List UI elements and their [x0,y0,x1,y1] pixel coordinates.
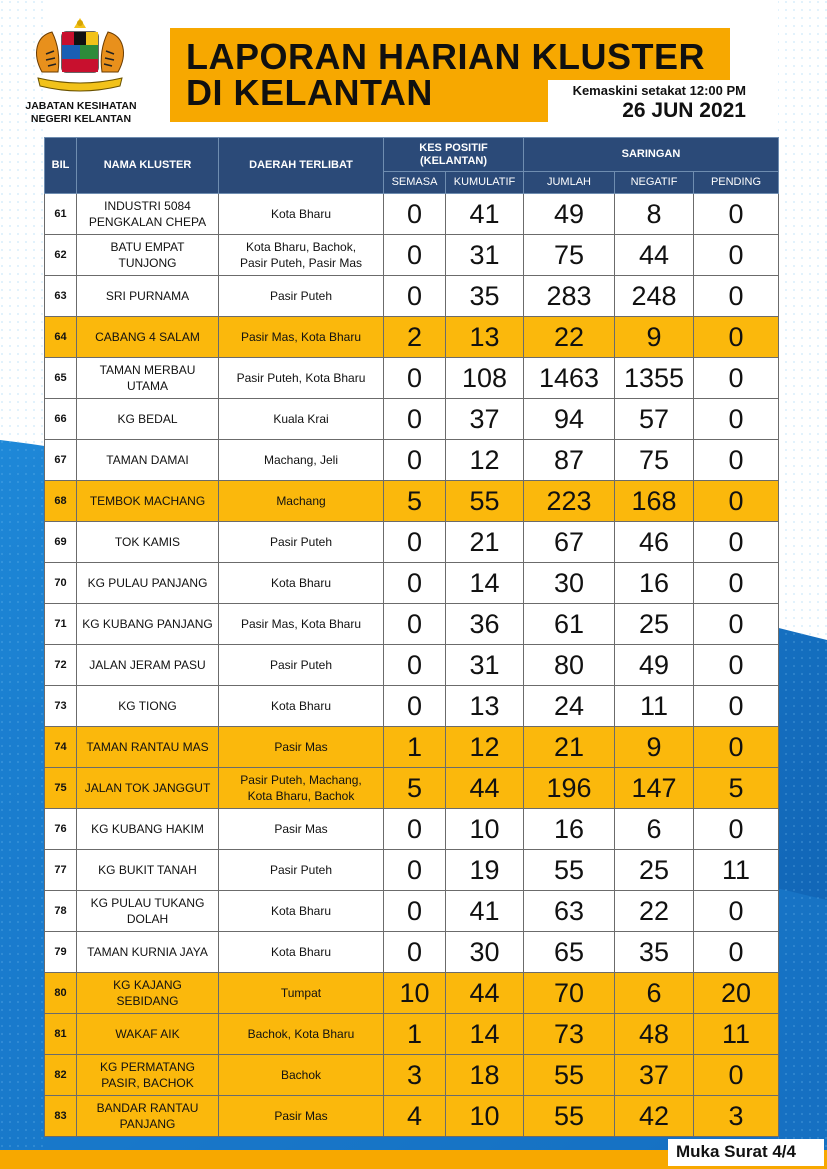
table-row [45,686,779,727]
cell-pending: 20 [694,973,779,1014]
cell-jumlah: 16 [524,809,615,850]
header-kes-positif [384,138,524,172]
cell-negatif: 168 [615,481,694,522]
cell-daerah-terlibat-line: Kota Bharu, Bachok [247,789,355,803]
table-row [45,1014,779,1055]
cell-bil: 67 [45,440,77,481]
cell-negatif: 16 [615,563,694,604]
cell-nama-kluster [77,1096,219,1137]
cell-kumulatif: 13 [446,317,524,358]
cell-kumulatif: 14 [446,563,524,604]
cell-semasa: 0 [384,645,446,686]
cell-kumulatif: 10 [446,809,524,850]
table-row [45,317,779,358]
cell-bil: 76 [45,809,77,850]
cell-nama-kluster-line: KG TIONG [118,699,177,713]
cell-daerah-terlibat [219,604,384,645]
cell-nama-kluster-line: KG KUBANG PANJANG [82,617,213,631]
cell-bil: 69 [45,522,77,563]
cell-semasa: 0 [384,604,446,645]
cell-negatif: 42 [615,1096,694,1137]
header-pending: PENDING [694,172,779,194]
cell-nama-kluster-line: SEBIDANG [116,994,179,1008]
cell-kumulatif: 35 [446,276,524,317]
cell-pending: 0 [694,563,779,604]
header-bil: BIL [45,138,77,194]
cell-bil: 72 [45,645,77,686]
cell-daerah-terlibat-line: Pasir Puteh [269,658,333,672]
header-kes-positif-line-1: KES POSITIF [419,141,488,154]
cell-negatif: 6 [615,809,694,850]
cell-semasa: 2 [384,317,446,358]
cell-daerah-terlibat [219,645,384,686]
cell-nama-kluster-line: WAKAF AIK [115,1027,180,1041]
cell-daerah-terlibat [219,481,384,522]
cell-nama-kluster [77,276,219,317]
cell-pending: 0 [694,399,779,440]
cell-jumlah: 1463 [524,358,615,399]
table-row [45,563,779,604]
cell-nama-kluster [77,809,219,850]
cell-jumlah: 49 [524,194,615,235]
cell-jumlah: 30 [524,563,615,604]
cell-nama-kluster-line: JALAN TOK JANGGUT [84,781,211,795]
cell-kumulatif: 41 [446,891,524,932]
cell-negatif: 49 [615,645,694,686]
cell-semasa: 0 [384,809,446,850]
cell-jumlah: 87 [524,440,615,481]
cell-kumulatif: 14 [446,1014,524,1055]
cell-semasa: 1 [384,1014,446,1055]
table-row [45,358,779,399]
cell-daerah-terlibat [219,522,384,563]
cell-nama-kluster-line: TAMAN KURNIA JAYA [87,945,208,959]
header-nama-kluster: NAMA KLUSTER [77,138,219,194]
cell-pending: 0 [694,194,779,235]
cell-pending: 5 [694,768,779,809]
table-row [45,809,779,850]
cell-kumulatif: 10 [446,1096,524,1137]
cell-jumlah: 21 [524,727,615,768]
cell-negatif: 147 [615,768,694,809]
table-row [45,440,779,481]
cell-negatif: 248 [615,276,694,317]
cell-nama-kluster-line: CABANG 4 SALAM [95,330,200,344]
cell-pending: 0 [694,358,779,399]
cell-bil: 62 [45,235,77,276]
cell-nama-kluster [77,768,219,809]
cell-jumlah: 80 [524,645,615,686]
cell-nama-kluster [77,1014,219,1055]
cell-daerah-terlibat-line: Machang [276,494,326,508]
coat-of-arms-logo [22,14,138,100]
cell-pending: 0 [694,727,779,768]
department-line-1: JABATAN KESIHATAN [25,100,137,112]
cell-daerah-terlibat-line: Pasir Puteh, Kota Bharu [236,371,366,385]
cell-nama-kluster [77,317,219,358]
cell-negatif: 48 [615,1014,694,1055]
cell-bil: 61 [45,194,77,235]
cell-daerah-terlibat-line: Pasir Puteh [269,289,333,303]
cell-daerah-terlibat-line: Pasir Puteh, Pasir Mas [239,256,363,270]
cell-nama-kluster-line: KG BUKIT TANAH [98,863,197,877]
cell-pending: 0 [694,481,779,522]
cell-semasa: 0 [384,563,446,604]
cell-nama-kluster-line: PENGKALAN CHEPA [88,215,207,229]
cell-negatif: 22 [615,891,694,932]
cell-nama-kluster-line: UTAMA [126,379,169,393]
report-title-line-1: LAPORAN HARIAN KLUSTER [186,36,705,77]
cell-daerah-terlibat [219,276,384,317]
cell-negatif: 46 [615,522,694,563]
report-title-line-2: DI KELANTAN [186,72,433,113]
cell-negatif: 8 [615,194,694,235]
cell-nama-kluster-line: KG KUBANG HAKIM [91,822,204,836]
table-row [45,768,779,809]
cell-daerah-terlibat-line: Pasir Mas, Kota Bharu [240,617,362,631]
cell-daerah-terlibat [219,973,384,1014]
cell-nama-kluster-line: INDUSTRI 5084 [104,199,191,213]
cell-nama-kluster-line: TAMAN MERBAU [99,363,196,377]
cell-bil: 75 [45,768,77,809]
header-daerah-terlibat: DAERAH TERLIBAT [219,138,384,194]
cell-pending: 0 [694,440,779,481]
cell-bil: 82 [45,1055,77,1096]
cell-nama-kluster [77,932,219,973]
cell-daerah-terlibat-line: Pasir Puteh [269,535,333,549]
table-row [45,1055,779,1096]
cell-daerah-terlibat-line: Bachok, Kota Bharu [247,1027,355,1041]
updated-label: Kemaskini setakat 12:00 PM [572,83,746,98]
cell-kumulatif: 31 [446,235,524,276]
cell-nama-kluster [77,1055,219,1096]
table-row [45,891,779,932]
cell-nama-kluster [77,604,219,645]
cell-nama-kluster [77,194,219,235]
cell-daerah-terlibat-line: Kota Bharu [270,945,332,959]
cell-semasa: 3 [384,1055,446,1096]
cell-nama-kluster [77,727,219,768]
cell-bil: 63 [45,276,77,317]
table-row [45,276,779,317]
table-row [45,973,779,1014]
cell-nama-kluster [77,686,219,727]
cell-jumlah: 61 [524,604,615,645]
cell-negatif: 75 [615,440,694,481]
cell-bil: 74 [45,727,77,768]
table-row [45,194,779,235]
cell-jumlah: 55 [524,1096,615,1137]
header-saringan: SARINGAN [524,138,779,172]
cell-nama-kluster-line: PASIR, BACHOK [101,1076,194,1090]
cell-negatif: 57 [615,399,694,440]
department-line-2: NEGERI KELANTAN [30,113,132,125]
cell-kumulatif: 41 [446,194,524,235]
cell-semasa: 0 [384,891,446,932]
header-negatif: NEGATIF [615,172,694,194]
cell-pending: 0 [694,235,779,276]
table-row [45,850,779,891]
cell-daerah-terlibat [219,1055,384,1096]
cell-kumulatif: 12 [446,727,524,768]
table-row [45,481,779,522]
cell-nama-kluster-line: JALAN JERAM PASU [89,658,206,672]
cell-kumulatif: 31 [446,645,524,686]
cell-daerah-terlibat-line: Kota Bharu [270,904,332,918]
cell-kumulatif: 18 [446,1055,524,1096]
cell-semasa: 10 [384,973,446,1014]
cell-bil: 70 [45,563,77,604]
cell-nama-kluster-line: BATU EMPAT [110,240,185,254]
cell-nama-kluster [77,850,219,891]
cell-semasa: 0 [384,686,446,727]
cell-negatif: 9 [615,727,694,768]
cell-semasa: 0 [384,399,446,440]
cell-kumulatif: 55 [446,481,524,522]
cell-nama-kluster [77,563,219,604]
cell-negatif: 44 [615,235,694,276]
cell-jumlah: 73 [524,1014,615,1055]
cell-pending: 0 [694,932,779,973]
cell-nama-kluster [77,522,219,563]
table-row [45,645,779,686]
cell-pending: 0 [694,809,779,850]
cell-daerah-terlibat [219,932,384,973]
cell-jumlah: 22 [524,317,615,358]
cell-daerah-terlibat [219,1014,384,1055]
cell-daerah-terlibat-line: Pasir Mas [274,740,328,754]
cell-nama-kluster [77,440,219,481]
cell-jumlah: 55 [524,1055,615,1096]
table-row [45,399,779,440]
cell-bil: 80 [45,973,77,1014]
cell-nama-kluster-line: KG BEDAL [117,412,178,426]
cell-nama-kluster-line: TUNJONG [118,256,177,270]
cluster-table [44,137,779,1137]
cell-daerah-terlibat-line: Pasir Mas [274,1109,328,1123]
table-row [45,235,779,276]
cell-daerah-terlibat [219,768,384,809]
cell-pending: 3 [694,1096,779,1137]
cell-daerah-terlibat-line: Pasir Mas, Kota Bharu [240,330,362,344]
cell-kumulatif: 44 [446,768,524,809]
header-kumulatif: KUMULATIF [446,172,524,194]
department-name [8,100,154,126]
cell-pending: 0 [694,891,779,932]
cell-semasa: 0 [384,440,446,481]
cell-daerah-terlibat [219,891,384,932]
page-number: Muka Surat 4/4 [676,1142,796,1161]
cell-bil: 79 [45,932,77,973]
cell-jumlah: 223 [524,481,615,522]
cell-daerah-terlibat-line: Kota Bharu [270,207,332,221]
cell-semasa: 0 [384,522,446,563]
cell-nama-kluster-line: TAMAN DAMAI [106,453,189,467]
cell-jumlah: 70 [524,973,615,1014]
cell-nama-kluster [77,891,219,932]
cell-nama-kluster-line: TAMAN RANTAU MAS [86,740,209,754]
cell-negatif: 9 [615,317,694,358]
cell-daerah-terlibat-line: Pasir Mas [274,822,328,836]
cell-semasa: 0 [384,235,446,276]
cell-semasa: 0 [384,932,446,973]
cell-daerah-terlibat [219,1096,384,1137]
cell-jumlah: 94 [524,399,615,440]
cell-daerah-terlibat [219,850,384,891]
cell-pending: 0 [694,686,779,727]
cell-jumlah: 24 [524,686,615,727]
cell-jumlah: 63 [524,891,615,932]
cell-semasa: 5 [384,768,446,809]
cell-daerah-terlibat-line: Kuala Krai [273,412,329,426]
header-semasa: SEMASA [384,172,446,194]
cell-semasa: 0 [384,276,446,317]
cell-daerah-terlibat [219,358,384,399]
cell-bil: 77 [45,850,77,891]
cell-bil: 65 [45,358,77,399]
cell-kumulatif: 36 [446,604,524,645]
cell-kumulatif: 108 [446,358,524,399]
cell-nama-kluster [77,645,219,686]
cell-daerah-terlibat-line: Kota Bharu [270,699,332,713]
cell-bil: 64 [45,317,77,358]
cell-nama-kluster-line: SRI PURNAMA [105,289,190,303]
cell-daerah-terlibat-line: Bachok [280,1068,322,1082]
cell-jumlah: 196 [524,768,615,809]
cell-daerah-terlibat [219,727,384,768]
cell-negatif: 6 [615,973,694,1014]
cell-nama-kluster [77,358,219,399]
cell-kumulatif: 12 [446,440,524,481]
cell-kumulatif: 19 [446,850,524,891]
update-date-box [548,80,754,126]
cell-negatif: 35 [615,932,694,973]
cell-negatif: 25 [615,604,694,645]
cell-semasa: 0 [384,850,446,891]
cell-daerah-terlibat [219,809,384,850]
cell-negatif: 25 [615,850,694,891]
cell-nama-kluster-line: DOLAH [126,912,169,926]
cell-jumlah: 65 [524,932,615,973]
cell-negatif: 37 [615,1055,694,1096]
cell-pending: 0 [694,522,779,563]
page-number-box [668,1139,824,1166]
cell-daerah-terlibat-line: Tumpat [280,986,322,1000]
cell-nama-kluster [77,235,219,276]
cell-pending: 0 [694,645,779,686]
cell-jumlah: 283 [524,276,615,317]
cell-pending: 11 [694,1014,779,1055]
cell-bil: 73 [45,686,77,727]
cell-daerah-terlibat [219,235,384,276]
cell-nama-kluster-line: KG KAJANG [113,978,182,992]
table-row [45,522,779,563]
cell-daerah-terlibat [219,686,384,727]
cell-jumlah: 67 [524,522,615,563]
report-date: 26 JUN 2021 [622,99,746,122]
cell-pending: 0 [694,604,779,645]
cell-pending: 0 [694,276,779,317]
cell-nama-kluster-line: BANDAR RANTAU [96,1101,199,1115]
cell-semasa: 4 [384,1096,446,1137]
cell-kumulatif: 44 [446,973,524,1014]
cell-negatif: 11 [615,686,694,727]
cell-nama-kluster-line: PANJANG [119,1117,176,1131]
cell-nama-kluster-line: TEMBOK MACHANG [89,494,206,508]
cell-pending: 11 [694,850,779,891]
table-row [45,727,779,768]
cell-bil: 71 [45,604,77,645]
cell-bil: 66 [45,399,77,440]
cell-semasa: 5 [384,481,446,522]
table-row [45,932,779,973]
cell-daerah-terlibat-line: Kota Bharu, Bachok, [245,240,357,254]
table-row [45,604,779,645]
cell-daerah-terlibat [219,317,384,358]
cell-daerah-terlibat-line: Kota Bharu [270,576,332,590]
cell-nama-kluster [77,973,219,1014]
table-row [45,1096,779,1137]
cell-bil: 83 [45,1096,77,1137]
cell-daerah-terlibat-line: Pasir Puteh, Machang, [240,773,362,787]
cell-kumulatif: 13 [446,686,524,727]
cell-semasa: 1 [384,727,446,768]
cell-daerah-terlibat [219,440,384,481]
cell-daerah-terlibat [219,399,384,440]
cell-kumulatif: 21 [446,522,524,563]
cell-nama-kluster-line: KG PULAU PANJANG [87,576,208,590]
cell-daerah-terlibat [219,563,384,604]
cell-daerah-terlibat-line: Machang, Jeli [263,453,339,467]
cell-semasa: 0 [384,358,446,399]
cell-bil: 81 [45,1014,77,1055]
cell-negatif: 1355 [615,358,694,399]
cell-jumlah: 75 [524,235,615,276]
cell-nama-kluster [77,399,219,440]
cell-kumulatif: 30 [446,932,524,973]
cell-nama-kluster-line: KG PULAU TUKANG [90,896,205,910]
cell-pending: 0 [694,1055,779,1096]
cell-daerah-terlibat [219,194,384,235]
cell-semasa: 0 [384,194,446,235]
header-jumlah: JUMLAH [524,172,615,194]
cell-pending: 0 [694,317,779,358]
cell-nama-kluster-line: KG PERMATANG [100,1060,195,1074]
cell-nama-kluster-line: TOK KAMIS [114,535,181,549]
cell-nama-kluster [77,481,219,522]
cell-bil: 68 [45,481,77,522]
cell-kumulatif: 37 [446,399,524,440]
cell-bil: 78 [45,891,77,932]
header-kes-positif-line-2: (KELANTAN) [419,154,487,167]
cell-daerah-terlibat-line: Pasir Puteh [269,863,333,877]
cell-jumlah: 55 [524,850,615,891]
